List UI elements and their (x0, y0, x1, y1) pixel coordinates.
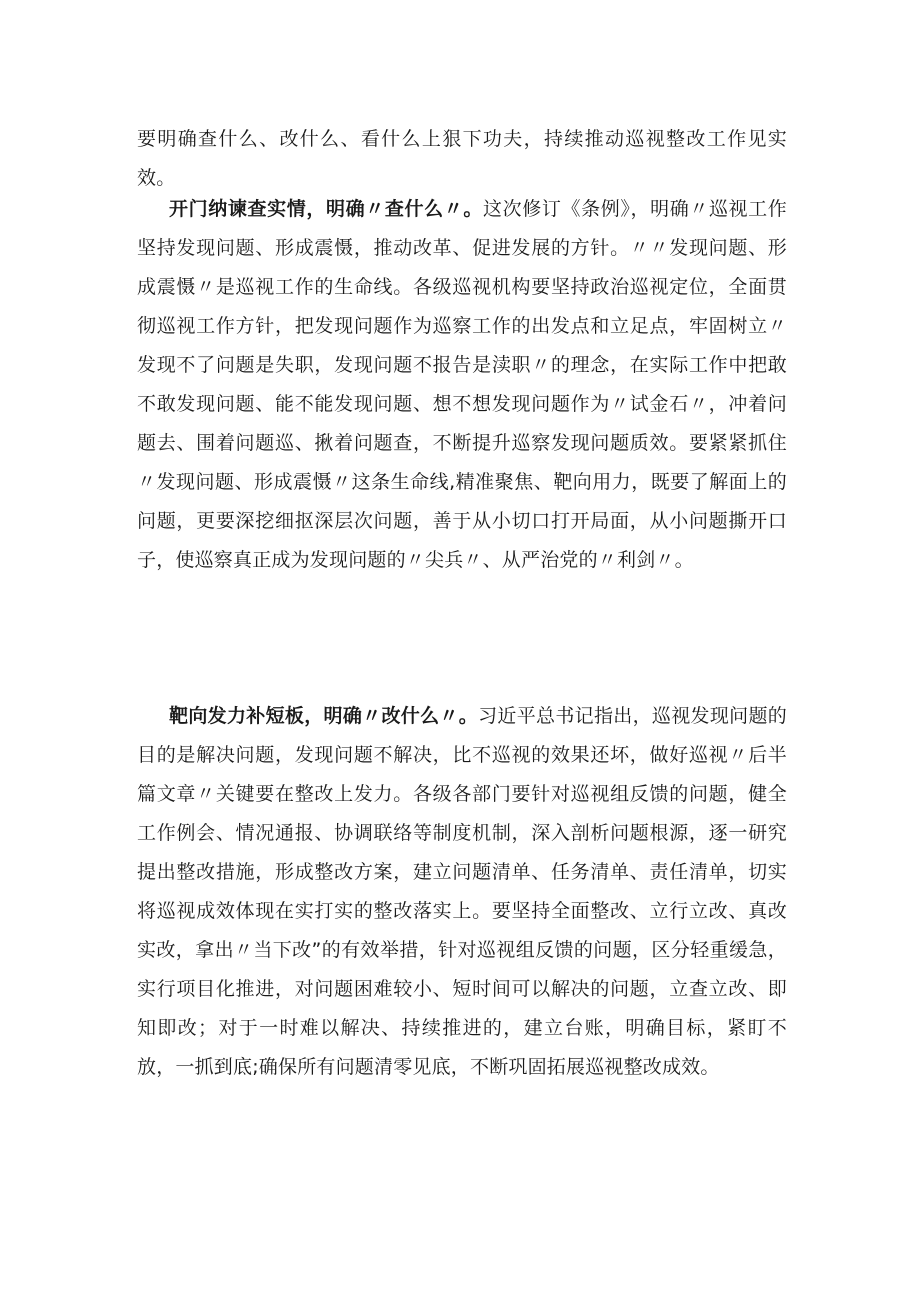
paragraph-3 (137, 697, 787, 1087)
paragraph-3-heading: 靶向发力补短板，明确〃改什么〃。 (169, 705, 479, 727)
paragraph-2 (137, 190, 787, 580)
paragraph-3-text: 习近平总书记指出，巡视发现问题的目的是解决问题，发现问题不解决，比不巡视的效果还坏，做好巡视〃后半篇文章〃关键要在整改上发力。各级各部门要针对巡视组反馈的问题，健全工作例会、情况通报、协调联络等制度机制，深入剖析问题根源，逐一研究提出整改措施，形成整改方案，建立问题清单、任务清单、责任清单，切实将巡视成效体现在实打实的整改落实上。要坚持全面整改、立行立改、真改实改，拿出〃当下改”的有效举措，针对巡视组反馈的问题，区分轻重缓急，实行项目化推进，对问题困难较小、短时间可以解决的问题，立查立改、即知即改；对于一时难以解决、持续推进的，建立台账，明确目标，紧盯不放，一抓到底;确保所有问题清零见底，不断巩固拓展巡视整改成效。 (137, 705, 788, 1078)
paragraph-2-heading: 开门纳谏查实情，明确〃查什么〃。 (169, 198, 483, 220)
paragraph-1-text: 要明确查什么、改什么、看什么上狠下功夫，持续推动巡视整改工作见实效。 (137, 128, 787, 189)
paragraph-1 (137, 120, 787, 198)
paragraph-2-text: 这次修订《条例》，明确〃巡视工作坚持发现问题、形成震慑，推动改革、促进发展的方针。〃〃发现问题、形成震慑〃是巡视工作的生命线。各级巡视机构要坚持政治巡视定位，全面贯彻巡视工作方针，把发现问题作为巡察工作的出发点和立足点，牢固树立〃发现不了问题是失职，发现问题不报告是渎职〃的理念，在实际工作中把敢不敢发现问题、能不能发现问题、想不想发现问题作为〃试金石〃，冲着问题去、围着问题巡、揪着问题查，不断提升巡察发现问题质效。要紧紧抓住〃发现问题、形成震慑〃这条生命线,精准聚焦、靶向用力，既要了解面上的问题，更要深挖细抠深层次问题，善于从小切口打开局面，从小问题撕开口子，使巡察真正成为发现问题的〃尖兵〃、从严治党的〃利剑〃。 (137, 198, 788, 571)
